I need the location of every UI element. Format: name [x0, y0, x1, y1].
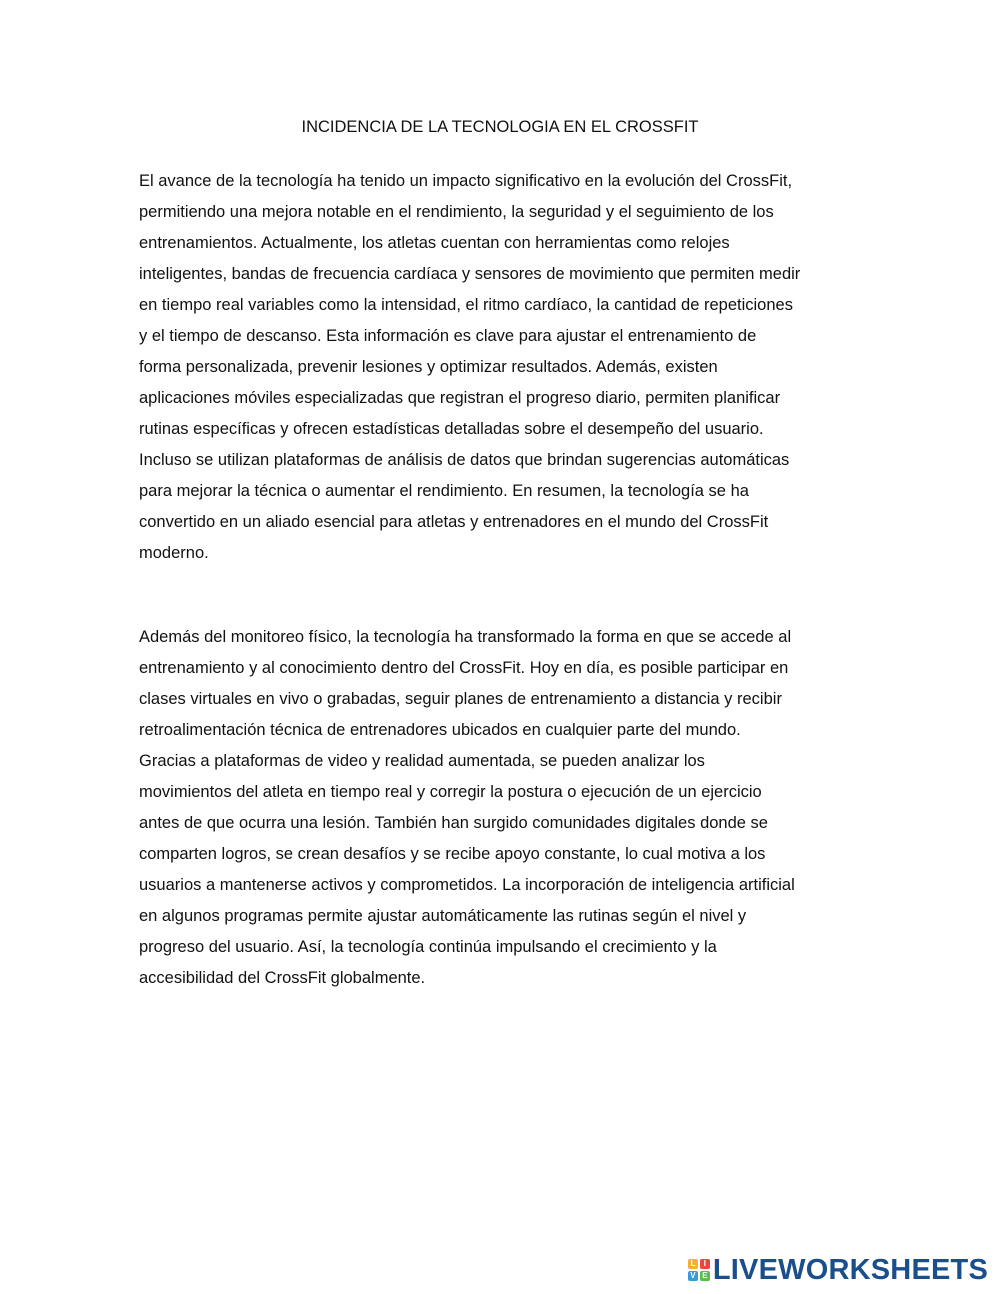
logo-mark-letter: V	[688, 1271, 698, 1281]
logo-mark-letter: I	[700, 1259, 710, 1269]
liveworksheets-logo-text: LIVEWORKSHEETS	[712, 1254, 988, 1286]
paragraph-line: accesibilidad del CrossFit globalmente.	[139, 969, 426, 987]
paragraph-line: comparten logros, se crean desafíos y se recibe apoyo constante, lo cual motiva a los	[139, 845, 766, 863]
document-title: INCIDENCIA DE LA TECNOLOGIA EN EL CROSSFIT	[301, 118, 699, 136]
paragraph-line: El avance de la tecnología ha tenido un impacto significativo en la evolución del CrossFit,	[139, 172, 793, 190]
paragraph-2	[139, 622, 869, 994]
paragraph-line: rutinas específicas y ofrecen estadísticas detalladas sobre el desempeño del usuario.	[139, 420, 764, 438]
paragraph-line: Gracias a plataformas de video y realidad aumentada, se pueden analizar los	[139, 752, 705, 770]
paragraph-line: retroalimentación técnica de entrenadores ubicados en cualquier parte del mundo.	[139, 721, 741, 739]
paragraph-line: aplicaciones móviles especializadas que registran el progreso diario, permiten planificar	[139, 389, 781, 407]
paragraph-line: clases virtuales en vivo o grabadas, seguir planes de entrenamiento a distancia y recibir	[139, 690, 782, 708]
paragraph-line: usuarios a mantenerse activos y comprometidos. La incorporación de inteligencia artificial	[139, 876, 795, 894]
paragraph-line: progreso del usuario. Así, la tecnología continúa impulsando el crecimiento y la	[139, 938, 717, 956]
logo-mark-letter: L	[688, 1259, 698, 1269]
paragraph-line: entrenamiento y al conocimiento dentro del CrossFit. Hoy en día, es posible participar en	[139, 659, 789, 677]
paragraph-line: antes de que ocurra una lesión. También han surgido comunidades digitales donde se	[139, 814, 768, 832]
paragraph-line: para mejorar la técnica o aumentar el rendimiento. En resumen, la tecnología se ha	[139, 482, 749, 500]
paragraph-line: y el tiempo de descanso. Esta información es clave para ajustar el entrenamiento de	[139, 327, 757, 345]
paragraph-line: entrenamientos. Actualmente, los atletas cuentan con herramientas como relojes	[139, 234, 730, 252]
paragraph-line: permitiendo una mejora notable en el rendimiento, la seguridad y el seguimiento de los	[139, 203, 774, 221]
paragraph-line: forma personalizada, prevenir lesiones y optimizar resultados. Además, existen	[139, 358, 718, 376]
paragraph-line: Incluso se utilizan plataformas de análisis de datos que brindan sugerencias automáticas	[139, 451, 790, 469]
paragraph-line: en algunos programas permite ajustar automáticamente las rutinas según el nivel y	[139, 907, 747, 925]
paragraph-line: Además del monitoreo físico, la tecnología ha transformado la forma en que se accede al	[139, 628, 792, 646]
liveworksheets-logo-icon	[688, 1259, 710, 1281]
paragraph-line: inteligentes, bandas de frecuencia cardíaca y sensores de movimiento que permiten medir	[139, 265, 801, 283]
paragraph-line: en tiempo real variables como la intensidad, el ritmo cardíaco, la cantidad de repeticiones	[139, 296, 793, 314]
paragraph-line: movimientos del atleta en tiempo real y corregir la postura o ejecución de un ejercicio	[139, 783, 762, 801]
paragraph-line: convertido en un aliado esencial para atletas y entrenadores en el mundo del CrossFit	[139, 513, 769, 531]
logo-mark-letter: E	[700, 1271, 710, 1281]
paragraph-1	[139, 166, 869, 569]
liveworksheets-logo	[688, 1253, 988, 1287]
paragraph-line: moderno.	[139, 544, 209, 562]
